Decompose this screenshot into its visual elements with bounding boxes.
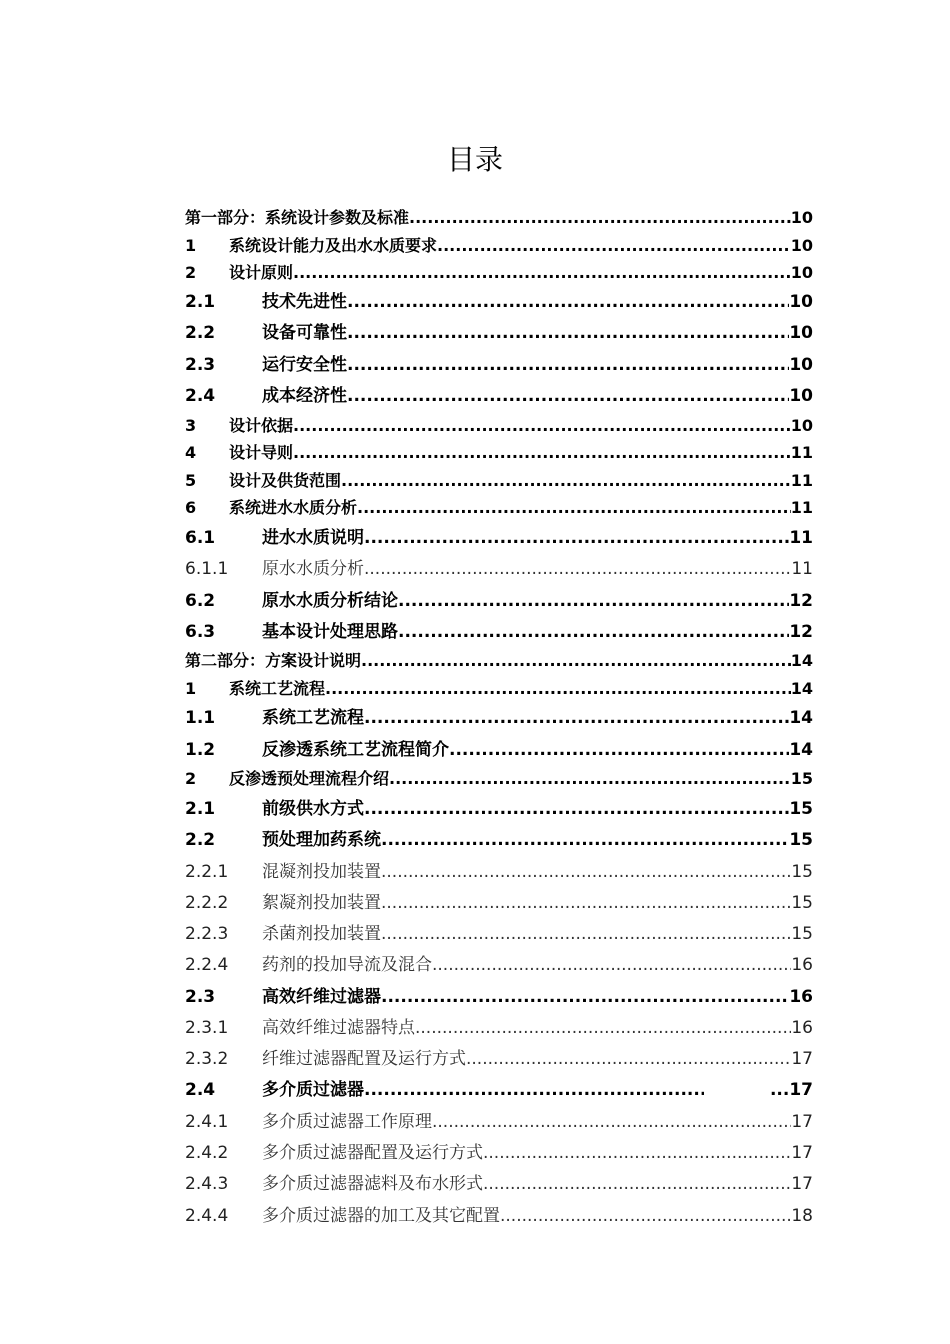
toc-entry-page: 17 bbox=[791, 1049, 813, 1069]
toc-entry-page: 11 bbox=[789, 528, 813, 548]
toc-entry-page: 10 bbox=[789, 323, 813, 343]
toc-leader bbox=[381, 826, 789, 854]
toc-leader bbox=[357, 494, 791, 522]
toc-entry-title: 反渗透系统工艺流程简介 bbox=[262, 740, 449, 760]
toc-entry-title: 多介质过滤器工作原理 bbox=[262, 1112, 432, 1132]
toc-entry[interactable] bbox=[185, 826, 813, 854]
toc-leader bbox=[325, 675, 791, 703]
toc-entry-number: 2.4 bbox=[185, 1080, 216, 1100]
toc-entry-number: 6 bbox=[185, 498, 197, 517]
toc-leader bbox=[398, 587, 789, 615]
toc-entry-number: 6.3 bbox=[185, 622, 216, 642]
toc-entry[interactable] bbox=[185, 319, 813, 347]
toc-entry[interactable] bbox=[185, 351, 813, 379]
toc-entry-number: 2.1 bbox=[185, 292, 216, 312]
toc-entry[interactable] bbox=[185, 382, 813, 410]
toc-entry-page: 11 bbox=[790, 471, 813, 490]
toc-entry[interactable] bbox=[185, 524, 813, 552]
toc-entry-number: 1 bbox=[185, 679, 197, 698]
toc-entry[interactable] bbox=[185, 736, 813, 764]
toc-entry-title: 原水水质分析结论 bbox=[262, 591, 398, 611]
toc-entry[interactable] bbox=[185, 1076, 813, 1104]
toc-entry-title: 系统进水水质分析 bbox=[229, 498, 358, 517]
toc-entry-title: 第一部分：系统设计参数及标准 bbox=[185, 208, 410, 227]
toc-entry-page: 15 bbox=[791, 893, 813, 913]
toc-entry-page: 14 bbox=[789, 708, 813, 728]
toc-entry[interactable] bbox=[185, 494, 813, 522]
toc-entry-title: 第二部分：方案设计说明 bbox=[185, 651, 362, 670]
toc-entry-title: 多介质过滤器配置及运行方式 bbox=[262, 1143, 483, 1163]
toc-entry-title: 杀菌剂投加装置 bbox=[262, 924, 381, 944]
toc-entry-page: 11 bbox=[790, 498, 813, 517]
toc-entry[interactable] bbox=[185, 232, 813, 260]
toc-entry-number: 2.2.2 bbox=[185, 893, 229, 913]
toc-entry-page: 11 bbox=[790, 443, 813, 462]
toc-entry-title: 高效纤维过滤器特点 bbox=[262, 1018, 415, 1038]
toc-entry-page: 18 bbox=[791, 1206, 813, 1226]
toc-entry-title: 絮凝剂投加装置 bbox=[262, 893, 381, 913]
toc-entry[interactable] bbox=[185, 288, 813, 316]
toc-entry-page: 10 bbox=[789, 355, 813, 375]
toc-entry-number: 2.3 bbox=[185, 355, 216, 375]
toc-entry-number: 2.3.1 bbox=[185, 1018, 229, 1038]
toc-entry-number: 2.2.1 bbox=[185, 862, 229, 882]
toc-entry-page: 10 bbox=[789, 292, 813, 312]
toc-entry-number: 2.4.4 bbox=[185, 1206, 229, 1226]
toc-entry-number: 2 bbox=[185, 263, 197, 282]
toc-leader bbox=[389, 765, 791, 793]
toc-entry-title: 药剂的投加导流及混合 bbox=[262, 955, 432, 975]
toc-entry-title: 混凝剂投加装置 bbox=[262, 862, 381, 882]
toc-leader bbox=[437, 232, 791, 260]
toc-entry-page: 10 bbox=[790, 236, 813, 255]
toc-entry[interactable] bbox=[185, 889, 813, 917]
toc-leader bbox=[432, 951, 791, 979]
toc-leader bbox=[483, 1139, 791, 1167]
toc-entry-title: 进水水质说明 bbox=[262, 528, 364, 548]
toc-leader bbox=[409, 204, 791, 232]
toc-entry-number: 2.1 bbox=[185, 799, 216, 819]
toc-entry[interactable] bbox=[185, 1139, 813, 1167]
toc-leader bbox=[347, 351, 789, 379]
toc-entry[interactable] bbox=[185, 1202, 813, 1230]
toc-entry-title: 高效纤维过滤器 bbox=[262, 987, 381, 1007]
toc-entry[interactable] bbox=[185, 858, 813, 886]
toc-leader bbox=[347, 319, 789, 347]
toc-entry[interactable] bbox=[185, 920, 813, 948]
toc-leader bbox=[500, 1202, 791, 1230]
toc-entry-title: 纤维过滤器配置及运行方式 bbox=[262, 1049, 466, 1069]
toc-entry-page: 15 bbox=[791, 924, 813, 944]
toc-entry-number: 6.1.1 bbox=[185, 559, 229, 579]
toc-entry-page: 10 bbox=[789, 386, 813, 406]
toc-entry[interactable] bbox=[185, 555, 813, 583]
toc-entry[interactable] bbox=[185, 412, 813, 440]
toc-entry-page: 16 bbox=[791, 1018, 813, 1038]
toc-leader bbox=[415, 1014, 791, 1042]
toc-entry-number: 1.2 bbox=[185, 740, 216, 760]
toc-entry[interactable] bbox=[185, 1045, 813, 1073]
page-title: 目录 bbox=[446, 143, 503, 176]
toc-entry-page: 12 bbox=[789, 622, 813, 642]
toc-entry-title: 技术先进性 bbox=[262, 292, 347, 312]
toc-leader bbox=[381, 858, 791, 886]
toc-leader bbox=[466, 1045, 791, 1073]
toc-entry-title: 原水水质分析 bbox=[262, 559, 364, 579]
toc-entry-page: 16 bbox=[789, 987, 813, 1007]
toc-entry-number: 2.3.2 bbox=[185, 1049, 229, 1069]
toc-entry-number: 2.4.3 bbox=[185, 1174, 229, 1194]
toc-entry-number: 3 bbox=[185, 416, 197, 435]
toc-entry-title: 多介质过滤器滤料及布水形式 bbox=[262, 1174, 483, 1194]
toc-entry-title: 设计依据 bbox=[229, 416, 294, 435]
toc-entry-title: 基本设计处理思路 bbox=[262, 622, 398, 642]
toc-entry-page: 14 bbox=[790, 679, 813, 698]
toc-leader bbox=[364, 1076, 704, 1104]
toc-entry-page: 15 bbox=[791, 862, 813, 882]
toc-entry-number: 2.4 bbox=[185, 386, 216, 406]
toc-entry-title: 预处理加药系统 bbox=[262, 830, 381, 850]
toc-leader bbox=[381, 889, 791, 917]
toc-entry-page: 10 bbox=[790, 263, 813, 282]
toc-entry[interactable] bbox=[185, 675, 813, 703]
toc-entry[interactable] bbox=[185, 618, 813, 646]
toc-leader bbox=[341, 467, 791, 495]
toc-entry[interactable] bbox=[185, 1108, 813, 1136]
toc-entry-number: 6.2 bbox=[185, 591, 216, 611]
toc-entry-page: 10 bbox=[790, 416, 813, 435]
toc-entry-number: 2.3 bbox=[185, 987, 216, 1007]
toc-entry-page: 17 bbox=[791, 1143, 813, 1163]
toc-leader bbox=[361, 647, 791, 675]
toc-leader bbox=[483, 1170, 791, 1198]
toc-leader bbox=[398, 618, 789, 646]
toc-entry[interactable] bbox=[185, 1170, 813, 1198]
toc-entry-number: 5 bbox=[185, 471, 197, 490]
toc-entry-number: 2.4.1 bbox=[185, 1112, 229, 1132]
toc-entry-title: 多介质过滤器 bbox=[262, 1080, 364, 1100]
toc-entry-page: 17 bbox=[791, 1174, 813, 1194]
toc-entry-number: 2.4.2 bbox=[185, 1143, 229, 1163]
toc-entry-title: 系统工艺流程 bbox=[262, 708, 364, 728]
toc-entry-page: 15 bbox=[790, 769, 813, 788]
toc-leader bbox=[347, 288, 789, 316]
toc-entry-number: 1.1 bbox=[185, 708, 216, 728]
toc-entry[interactable] bbox=[185, 439, 813, 467]
toc-entry-page: 10 bbox=[790, 208, 813, 227]
toc-entry-title: 设计原则 bbox=[229, 263, 294, 282]
toc-leader bbox=[432, 1108, 791, 1136]
toc-entry-page: ...17 bbox=[769, 1080, 813, 1100]
toc-leader bbox=[449, 736, 789, 764]
toc-leader bbox=[293, 259, 791, 287]
toc-entry[interactable] bbox=[185, 467, 813, 495]
toc-entry[interactable] bbox=[185, 587, 813, 615]
toc-entry[interactable] bbox=[185, 647, 813, 675]
toc-entry[interactable] bbox=[185, 1014, 813, 1042]
toc-leader bbox=[381, 920, 791, 948]
toc-entry-title: 设计及供货范围 bbox=[229, 471, 342, 490]
toc-leader bbox=[364, 555, 791, 583]
toc-entry-page: 12 bbox=[789, 591, 813, 611]
toc-leader bbox=[293, 439, 791, 467]
toc-entry-title: 前级供水方式 bbox=[262, 799, 364, 819]
toc-entry-number: 1 bbox=[185, 236, 197, 255]
toc-entry-title: 系统设计能力及出水水质要求 bbox=[229, 236, 438, 255]
toc-entry-page: 15 bbox=[789, 799, 813, 819]
toc-entry-title: 多介质过滤器的加工及其它配置 bbox=[262, 1206, 500, 1226]
toc-entry-number: 2 bbox=[185, 769, 197, 788]
toc-entry[interactable] bbox=[185, 951, 813, 979]
toc-leader bbox=[381, 983, 789, 1011]
toc-entry[interactable] bbox=[185, 704, 813, 732]
toc-entry-number: 2.2 bbox=[185, 830, 216, 850]
toc-entry[interactable] bbox=[185, 983, 813, 1011]
toc-leader bbox=[293, 412, 791, 440]
toc-entry[interactable] bbox=[185, 765, 813, 793]
toc-entry-page: 17 bbox=[791, 1112, 813, 1132]
toc-entry-title: 设计导则 bbox=[229, 443, 294, 462]
toc-leader bbox=[364, 524, 789, 552]
toc-entry-page: 11 bbox=[791, 559, 813, 579]
toc-entry-page: 14 bbox=[790, 651, 813, 670]
toc-leader bbox=[364, 704, 789, 732]
toc-entry[interactable] bbox=[185, 259, 813, 287]
toc-leader bbox=[347, 382, 789, 410]
toc-entry-number: 2.2.4 bbox=[185, 955, 229, 975]
toc-entry-title: 运行安全性 bbox=[262, 355, 347, 375]
toc-entry[interactable] bbox=[185, 795, 813, 823]
toc-entry[interactable] bbox=[185, 204, 813, 232]
toc-entry-number: 2.2.3 bbox=[185, 924, 229, 944]
toc-entry-number: 6.1 bbox=[185, 528, 216, 548]
toc-entry-title: 反渗透预处理流程介绍 bbox=[229, 769, 390, 788]
toc-entry-page: 15 bbox=[789, 830, 813, 850]
toc-entry-title: 成本经济性 bbox=[262, 386, 347, 406]
toc-entry-page: 16 bbox=[791, 955, 813, 975]
toc-entry-number: 4 bbox=[185, 443, 197, 462]
toc-entry-number: 2.2 bbox=[185, 323, 216, 343]
toc-entry-title: 系统工艺流程 bbox=[229, 679, 326, 698]
toc-leader bbox=[364, 795, 789, 823]
toc-entry-page: 14 bbox=[789, 740, 813, 760]
toc-entry-title: 设备可靠性 bbox=[262, 323, 347, 343]
